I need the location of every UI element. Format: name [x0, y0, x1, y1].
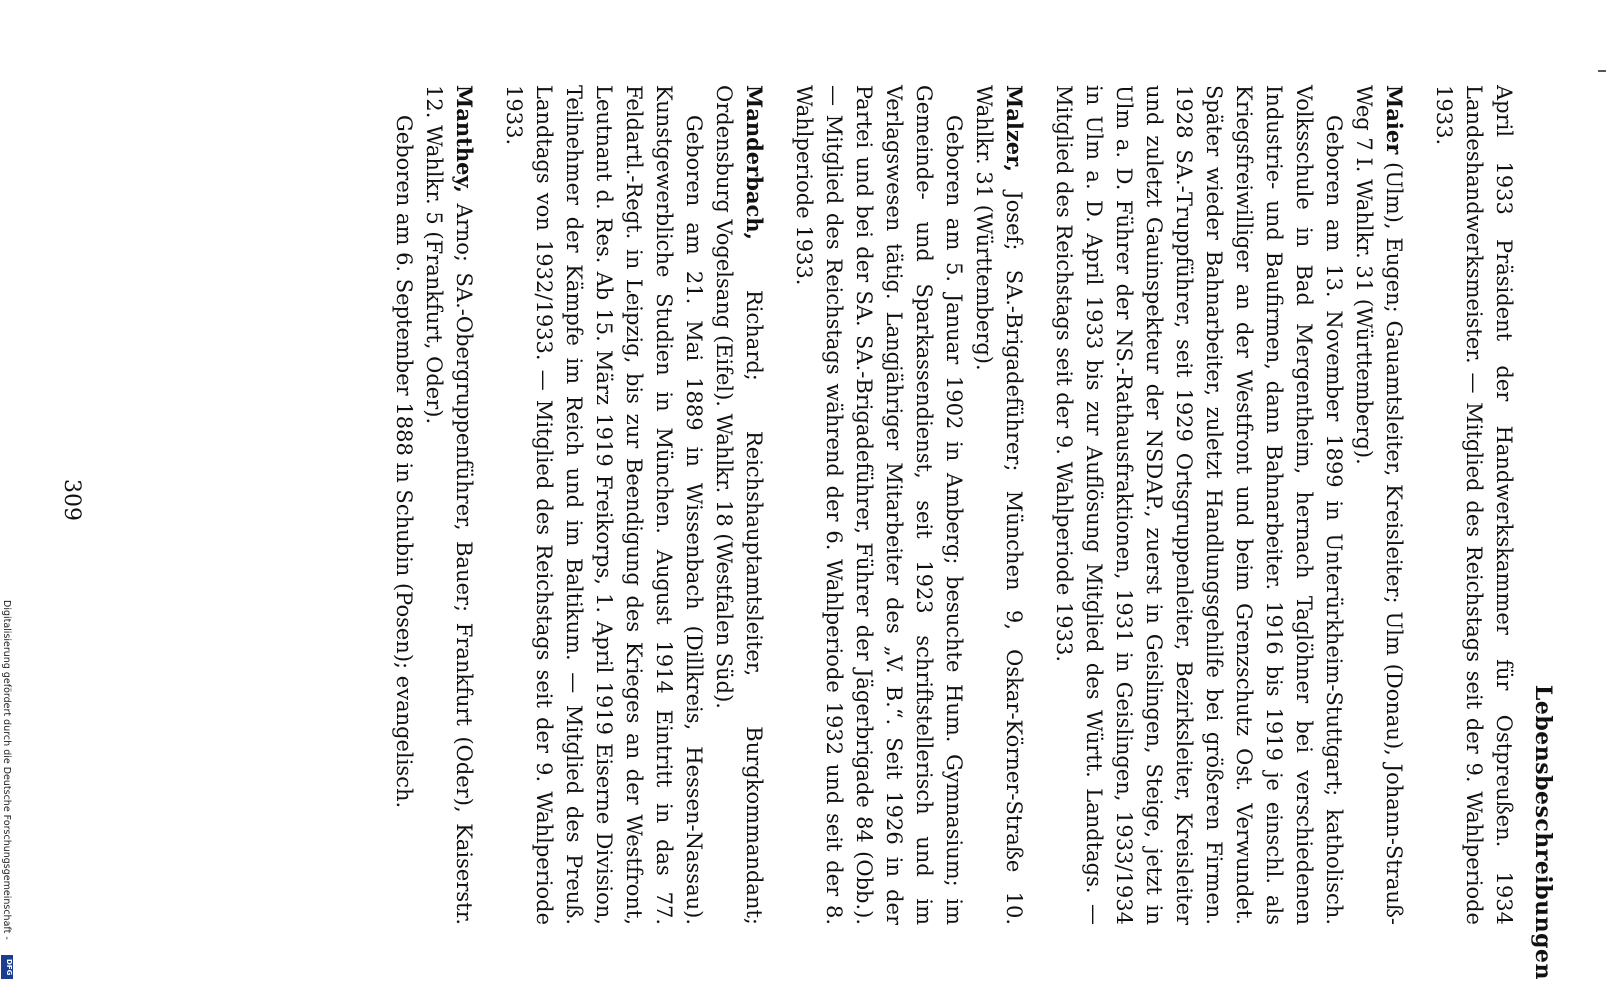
paragraph-gap — [1029, 85, 1049, 925]
digitization-note — [0, 600, 14, 1000]
entry-name: Maier — [1382, 85, 1407, 155]
entry-manderbach-header — [709, 85, 769, 925]
entry-header-text: Arno; SA.-Obergruppenführer, Bauer; Frankfurt (Oder), Kaiserstr. 12. Wahlkr. 5 (Frankfurt, Oder). — [422, 85, 476, 925]
entry-manderbach-body: Geboren am 21. Mai 1889 in Wissenbach (Dillkreis, Hessen-Nassau). Kunstgewerbliche Studien in München. August 1914 Eintritt in das 77. Feldartl.-Regt. in Leipzig, bis zur Beendigung des Krieges an der Westfront, Leutnant d. Res. Ab 15. März 1919 Freikorps, 1. April 1919 Eiserne Division, Teilnehmer der Kämpfe im Reich und im Baltikum. — Mitglied des Preuß. Landtags von 1932/1933. — Mitglied des Reichstags seit der 9. Wahlperiode 1933. — [502, 85, 706, 925]
entry-header-text: (Ulm), Eugen; Gauamtsleiter, Kreisleiter; Ulm (Donau), Johann-Strauß-Weg 7 I. Wahlkr. 31 (Württemberg). — [1352, 85, 1406, 925]
entry-manthey-header — [419, 85, 479, 925]
dfg-logo-icon: DFG — [1, 955, 13, 979]
entry-maier-header — [1349, 85, 1409, 925]
entry-header-text: Richard; Reichshauptamtsleiter, Burgkommandant; Ordensburg Vogelsang (Eifel). Wahlkr. 18 (Westfalen Süd). — [712, 85, 766, 925]
entry-malzer-body: Geboren am 5. Januar 1902 in Amberg; besuchte Hum. Gymnasium; im Gemeinde- und Sparkassendienst, seit 1923 schriftstellerisch und im Verlagswesen tätig. Langjähriger Mitarbeiter des „V. B.“. Seit 1926 in der Partei und bei der SA. SA.-Brigadeführer, Führer der Jägerbrigade 84 (Obb.). — Mitglied des Reichstags während der 6. Wahlperiode 1932 und seit der 8. Wahlperiode 1933. — [792, 85, 966, 925]
page-title: Lebensbeschreibungen — [1530, 684, 1556, 980]
paragraph-gap — [1409, 85, 1429, 925]
paragraph-gap — [479, 85, 499, 925]
continuation-paragraph: April 1933 Präsident der Handwerkskammer für Ostpreußen. 1934 Landeshandwerksmeister. — Mitglied des Reichstags seit der 9. Wahlperiode 1933. — [1432, 85, 1516, 925]
entry-header-text: Josef; SA.-Brigadeführer; München 9, Oskar-Körner-Straße 10. Wahlkr. 31 (Württemberg). — [972, 85, 1026, 925]
page-number: 309 — [59, 479, 84, 521]
entry-name: Manthey, — [452, 85, 477, 193]
entry-malzer-header — [969, 85, 1029, 925]
paragraph-gap — [769, 85, 789, 925]
entry-name: Manderbach, — [742, 85, 767, 240]
digitization-note-text: Digitalisierung gefördert durch die Deutsche Forschungsgemeinschaft - — [1, 600, 12, 940]
entry-manthey-body: Geboren am 6. September 1888 in Schubin (Posen); evangelisch. — [392, 115, 416, 809]
scan-edge-mark — [1598, 70, 1606, 72]
entry-name: Malzer, — [1002, 85, 1027, 172]
entry-maier-body: Geboren am 13. November 1899 in Unterürkheim-Stuttgart; katholisch. Volksschule in Bad Mergentheim, hernach Taglöhner bei verschiedenen Industrie- und Baufirmen, dann Bahnarbeiter. 1916 bis 1919 je einschl. als Kriegsfreiwilliger an der Westfront und beim Grenzschutz Ost. Verwundet. Später wieder Bahnarbeiter, zuletzt Handlungsgehilfe bei größeren Firmen. 1928 SA.-Truppführer, seit 1929 Ortsgruppenleiter, Bezirksleiter, Kreisleiter und zuletzt Gauinspekteur der NSDAP., zuerst in Geislingen, Steige, jetzt in Ulm a. D. Führer der NS.-Rathausfraktionen, 1931 in Geislingen, 1933/1934 in Ulm a. D. April 1933 bis zur Auflösung Mitglied des Württ. Landtags. — Mitglied des Reichstags seit der 9. Wahlperiode 1933. — [1052, 85, 1346, 925]
page-body — [389, 85, 1519, 925]
